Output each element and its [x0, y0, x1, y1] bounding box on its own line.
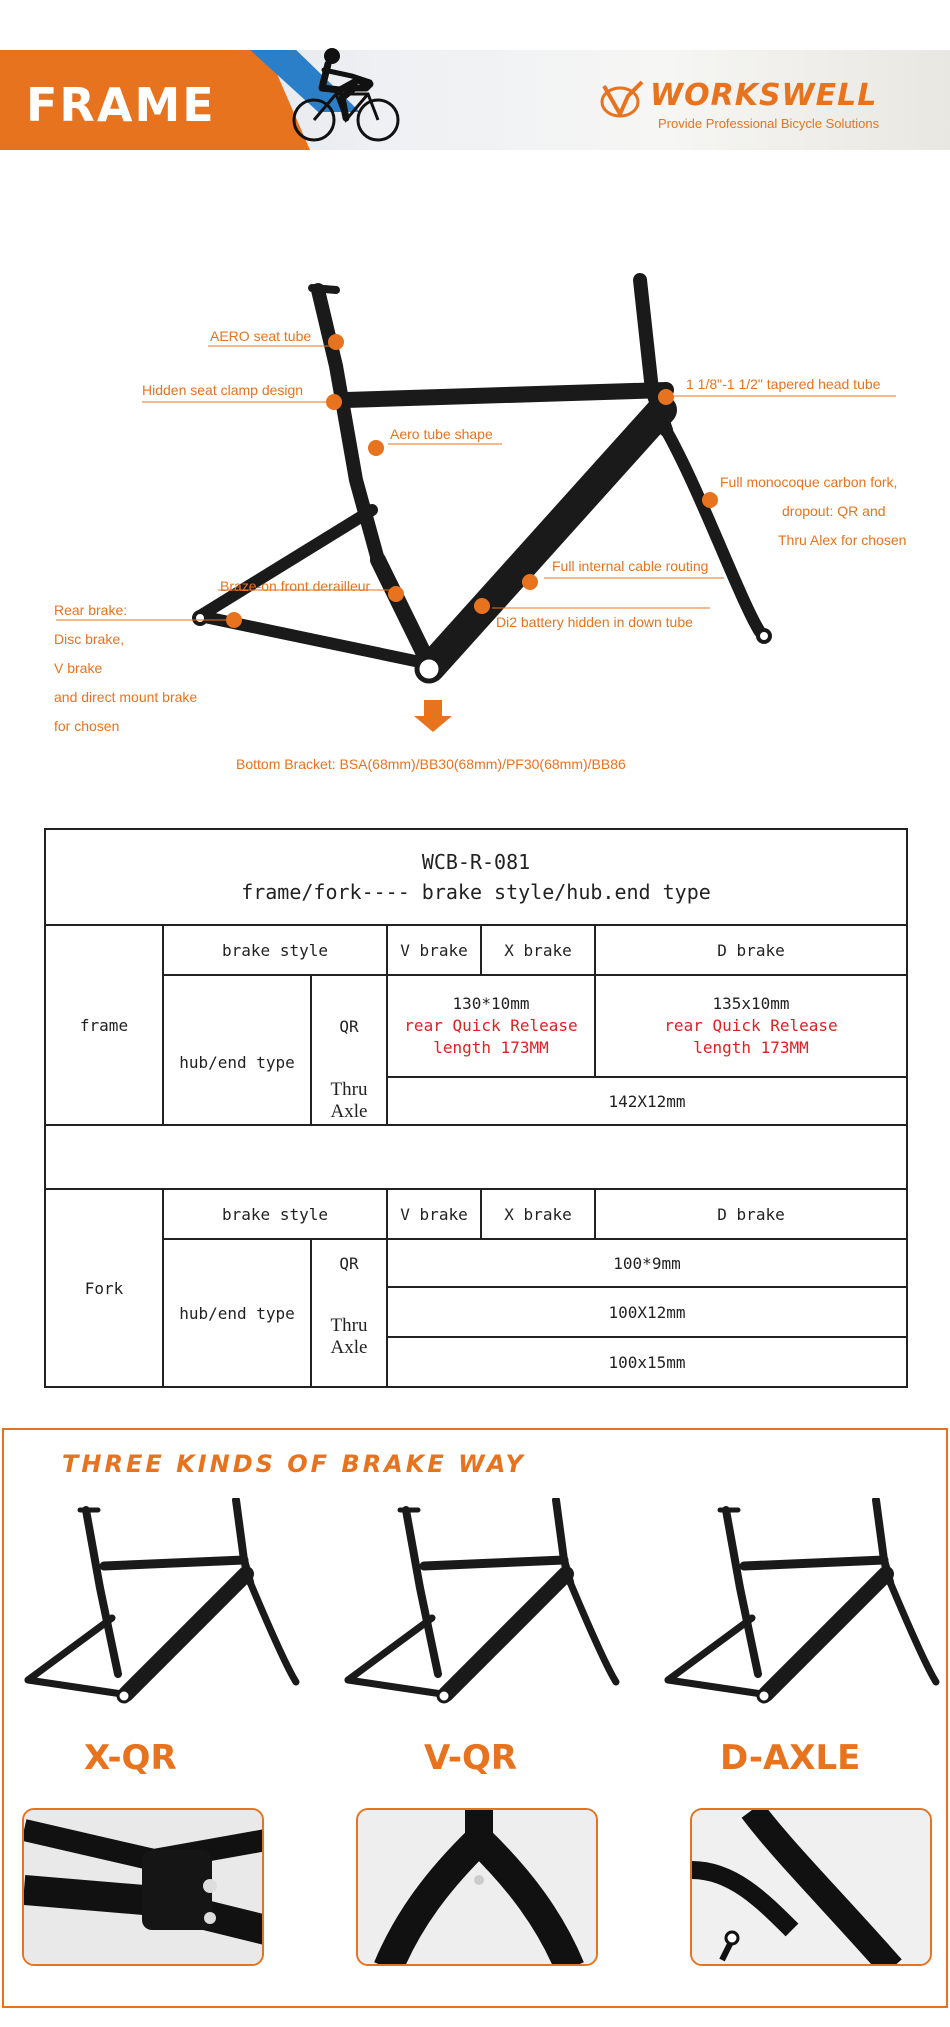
rear-brake-line: Disc brake, — [54, 631, 125, 647]
rear-brake-line: and direct mount brake — [54, 689, 198, 705]
rear-brake-line: V brake — [54, 660, 103, 676]
callout-head-tube: 1 1/8"-1 1/2" tapered head tube — [686, 376, 881, 392]
fork-thru-size-12: 100X12mm — [608, 1302, 686, 1322]
frame-hub-end-type: hub/end type — [179, 1052, 295, 1072]
frame-vx-qr-size: 130*10mm — [452, 994, 530, 1013]
frame-d-qr-size: 135x10mm — [712, 994, 790, 1013]
brake-section-title: THREE KINDS OF BRAKE WAY — [62, 1450, 526, 1478]
callout-aero-seat-tube: AERO seat tube — [210, 328, 312, 344]
frame-qr-label: QR — [339, 1016, 359, 1036]
spec-table — [44, 828, 908, 1388]
fork-qr-label: QR — [339, 1253, 359, 1273]
brake-label-x-qr: X-QR — [84, 1738, 177, 1778]
callout-braze-on: Braze-on front derailleur — [220, 578, 371, 594]
brand-name: WORKSWELL — [650, 78, 878, 113]
frame-d-axle-image — [654, 1498, 944, 1728]
brake-label-v-qr: V-QR — [424, 1738, 518, 1778]
callout-hidden-seat-clamp: Hidden seat clamp design — [142, 382, 304, 398]
spec-title — [46, 844, 906, 910]
callout-fork-line3: Thru Alex for chosen — [778, 532, 907, 548]
frame-brake-style-header: brake style — [222, 940, 328, 960]
callout-rear-brake — [54, 596, 197, 741]
callout-fork-line1: Full monocoque carbon fork, — [720, 474, 898, 490]
fork-hub-end-type: hub/end type — [179, 1303, 295, 1323]
frame-d-qr-cell — [596, 976, 906, 1076]
frame-vx-qr-note: rear Quick Release — [404, 1016, 578, 1035]
callout-aero-tube-shape: Aero tube shape — [390, 426, 493, 442]
frame-x-qr-image — [14, 1498, 304, 1728]
brake-label-d-axle: D-AXLE — [720, 1738, 861, 1778]
callout-fork-line2: dropout: QR and — [782, 503, 886, 519]
fork-qr-size: 100*9mm — [613, 1253, 681, 1273]
detail-v-qr-photo — [356, 1808, 598, 1966]
fork-label: Fork — [84, 1278, 124, 1298]
fork-brake-style-header: brake style — [222, 1204, 328, 1224]
rear-brake-line: for chosen — [54, 718, 120, 734]
frame-d-qr-note: rear Quick Release — [664, 1016, 838, 1035]
cyclist-icon — [292, 42, 402, 146]
fork-x-brake-header: X brake — [504, 1204, 572, 1224]
frame-label: frame — [79, 1015, 129, 1035]
detail-x-qr-photo — [22, 1808, 264, 1966]
frame-v-qr-image — [334, 1498, 624, 1728]
callout-cable-routing: Full internal cable routing — [552, 558, 709, 574]
detail-d-axle-photo — [690, 1808, 932, 1966]
rear-brake-line: Rear brake: — [54, 602, 128, 618]
frame-thru-axle-size: 142X12mm — [608, 1091, 686, 1111]
frame-diagram — [0, 260, 950, 800]
frame-vx-qr-length: length 173MM — [433, 1038, 549, 1057]
header-banner — [0, 38, 950, 158]
fork-thru-axle-label: Thru Axle — [330, 1315, 368, 1358]
frame-d-qr-length: length 173MM — [693, 1038, 809, 1057]
brand-tagline: Provide Professional Bicycle Solutions — [658, 116, 880, 131]
workswell-logo-icon — [598, 78, 646, 122]
frame-thru-axle-label: Thru Axle — [330, 1079, 368, 1122]
brake-section — [2, 1428, 948, 2008]
fork-v-brake-header: V brake — [400, 1204, 468, 1224]
model-number: WCB-R-081 — [421, 850, 531, 874]
callout-di2-battery: Di2 battery hidden in down tube — [496, 614, 693, 630]
bottom-bracket-text: Bottom Bracket: BSA(68mm)/BB30(68mm)/PF30(68mm)/BB86 — [236, 756, 626, 772]
frame-v-brake-header: V brake — [400, 940, 468, 960]
fork-d-brake-header: D brake — [717, 1204, 785, 1224]
banner-title: FRAME — [26, 78, 216, 132]
bottom-bracket-shell — [417, 657, 441, 681]
frame-d-brake-header: D brake — [717, 940, 785, 960]
frame-vx-qr-cell — [388, 976, 594, 1076]
down-arrow-icon — [414, 700, 452, 732]
frame-x-brake-header: X brake — [504, 940, 572, 960]
spec-subtitle: frame/fork---- brake style/hub.end type — [241, 880, 711, 904]
fork-thru-size-15: 100x15mm — [608, 1352, 686, 1372]
